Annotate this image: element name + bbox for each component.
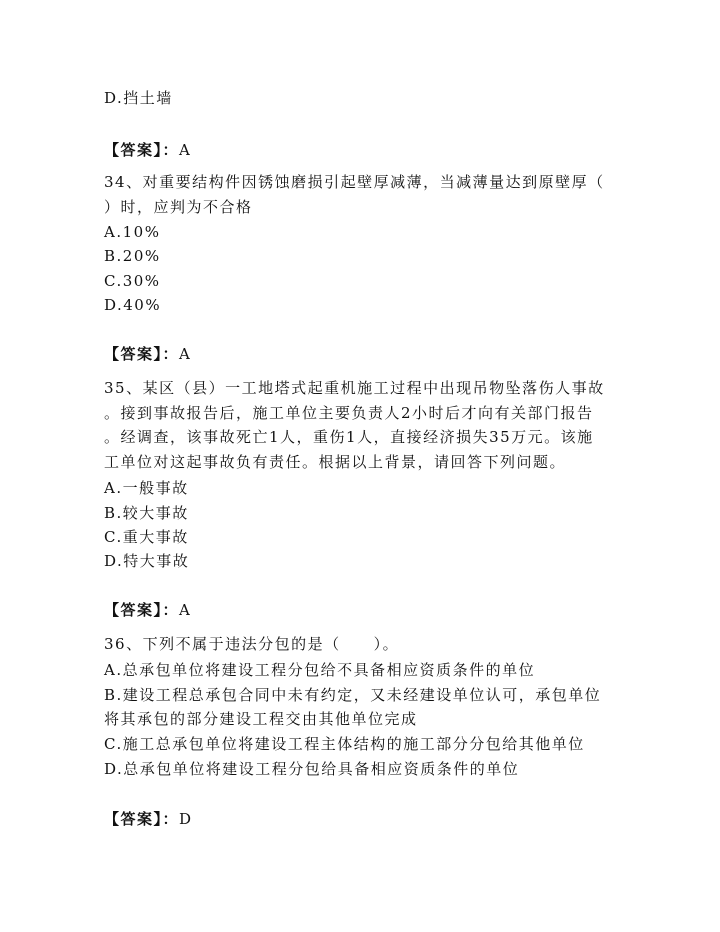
question-line: 。经调查，该事故死亡1人，重伤1人，直接经济损失35万元。该施 [104,428,594,446]
option-line: B.建设工程总承包合同中未有约定，又未经建设单位认可，承包单位 [104,686,602,704]
option-line: A.10% [104,223,161,241]
question-line: 工单位对这起事故负有责任。根据以上背景，请回答下列问题。 [104,453,567,471]
answer-label: 【答案】： [104,601,180,619]
option-line: D.40% [104,296,162,314]
question-line: 36、下列不属于违法分包的是（ ）。 [104,635,400,653]
question-line: 35、某区（县）一工地塔式起重机施工过程中出现吊物坠落伤人事故 [104,379,605,397]
answer-line [104,600,191,620]
option-line: D.挡土墙 [104,89,173,107]
option-line: B.较大事故 [104,504,189,522]
option-line: C.施工总承包单位将建设工程主体结构的施工部分分包给其他单位 [104,735,585,753]
answer-label: 【答案】： [104,345,180,363]
answer-value: A [179,601,192,619]
answer-line [104,344,191,364]
answer-label: 【答案】： [104,141,180,159]
option-line: A.总承包单位将建设工程分包给不具备相应资质条件的单位 [104,661,536,679]
question-line: 。接到事故报告后，施工单位主要负责人2小时后才向有关部门报告 [104,404,594,422]
option-line: 将其承包的部分建设工程交由其他单位完成 [104,710,418,728]
answer-value: A [179,345,192,363]
option-line: D.特大事故 [104,552,190,570]
answer-value: D [179,810,193,828]
answer-value: A [179,141,192,159]
answer-label: 【答案】： [104,810,180,828]
question-line: 34、对重要结构件因锈蚀磨损引起壁厚减薄，当减薄量达到原壁厚（ [104,173,605,191]
option-line: A.一般事故 [104,479,189,497]
option-line: C.30% [104,272,161,290]
option-line: D.总承包单位将建设工程分包给具备相应资质条件的单位 [104,760,520,778]
answer-line [104,140,191,160]
option-line: C.重大事故 [104,528,189,546]
answer-line [104,809,193,829]
question-line: ）时，应判为不合格 [104,198,253,216]
option-line: B.20% [104,247,161,265]
